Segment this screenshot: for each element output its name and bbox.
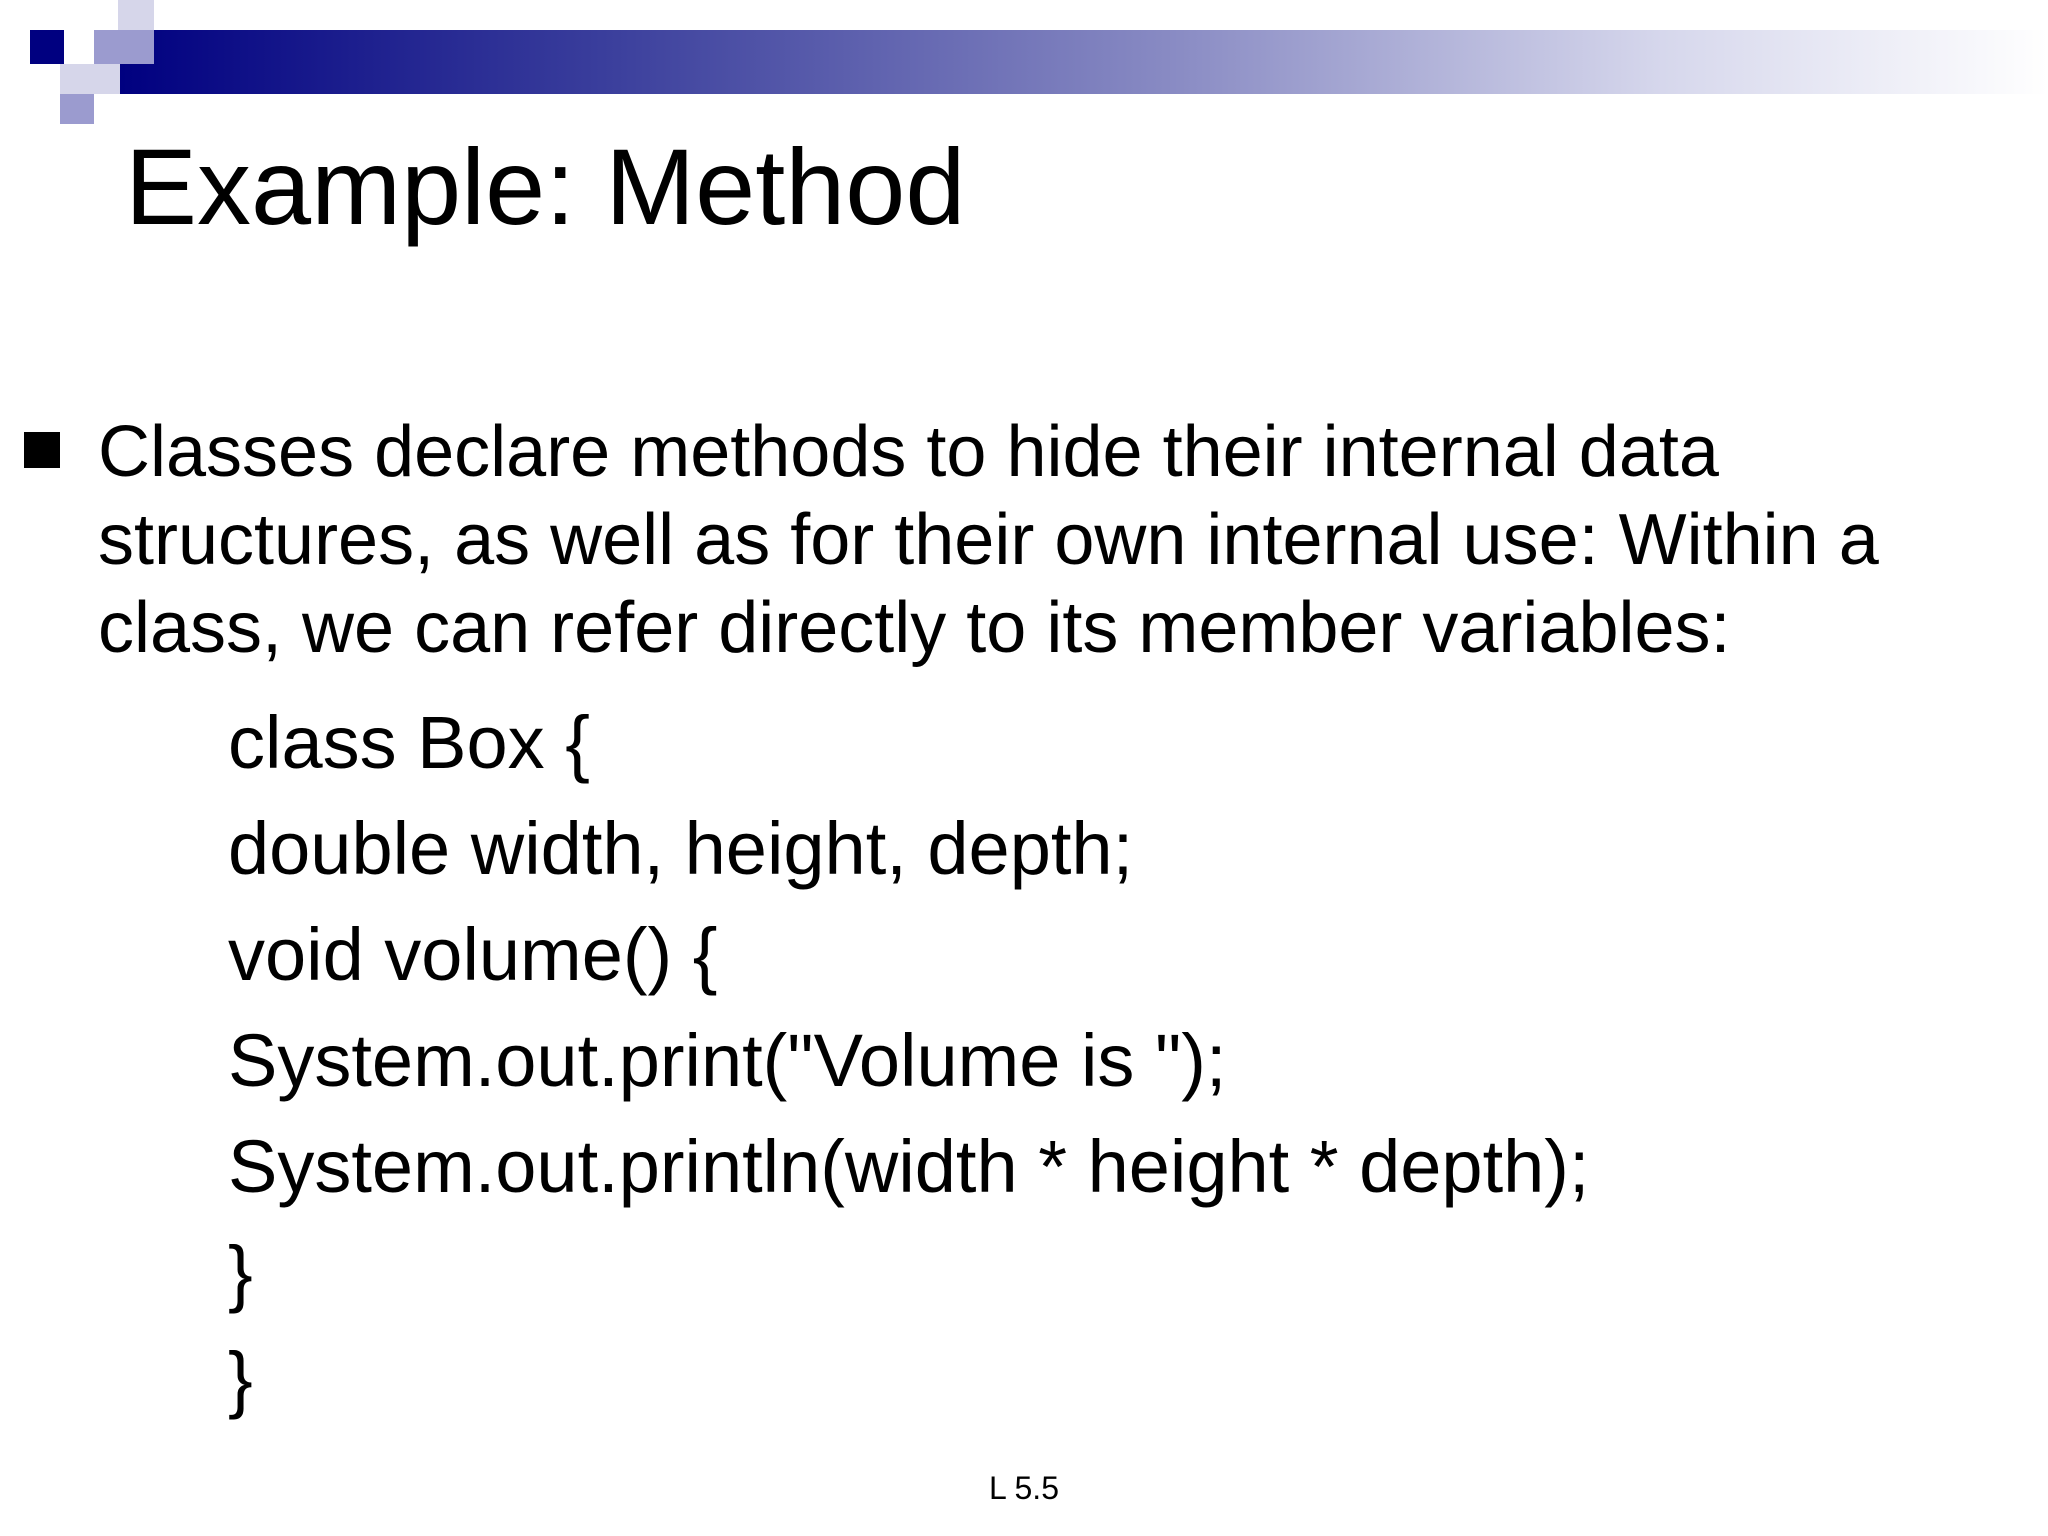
slide-footer: L 5.5 xyxy=(989,1470,1059,1506)
code-block xyxy=(228,690,1589,1432)
bullet-text: Classes declare methods to hide their internal data structures, as well as for their own internal use: Within a class, we can refer directly to its member variables: xyxy=(98,412,1879,668)
square-pattern-logo xyxy=(0,0,160,125)
code-line: } xyxy=(228,1337,253,1420)
slide-title: Example: Method xyxy=(125,126,966,247)
code-line: System.out.println(width * height * depth); xyxy=(228,1125,1590,1208)
header-gradient-bar xyxy=(120,30,2048,94)
code-line: System.out.print("Volume is "); xyxy=(228,1019,1227,1102)
code-line: void volume() { xyxy=(228,913,718,996)
code-line: } xyxy=(228,1231,253,1314)
square-bullet-icon xyxy=(24,432,60,468)
code-line: double width, height, depth; xyxy=(228,807,1134,890)
code-line: class Box { xyxy=(228,701,590,784)
